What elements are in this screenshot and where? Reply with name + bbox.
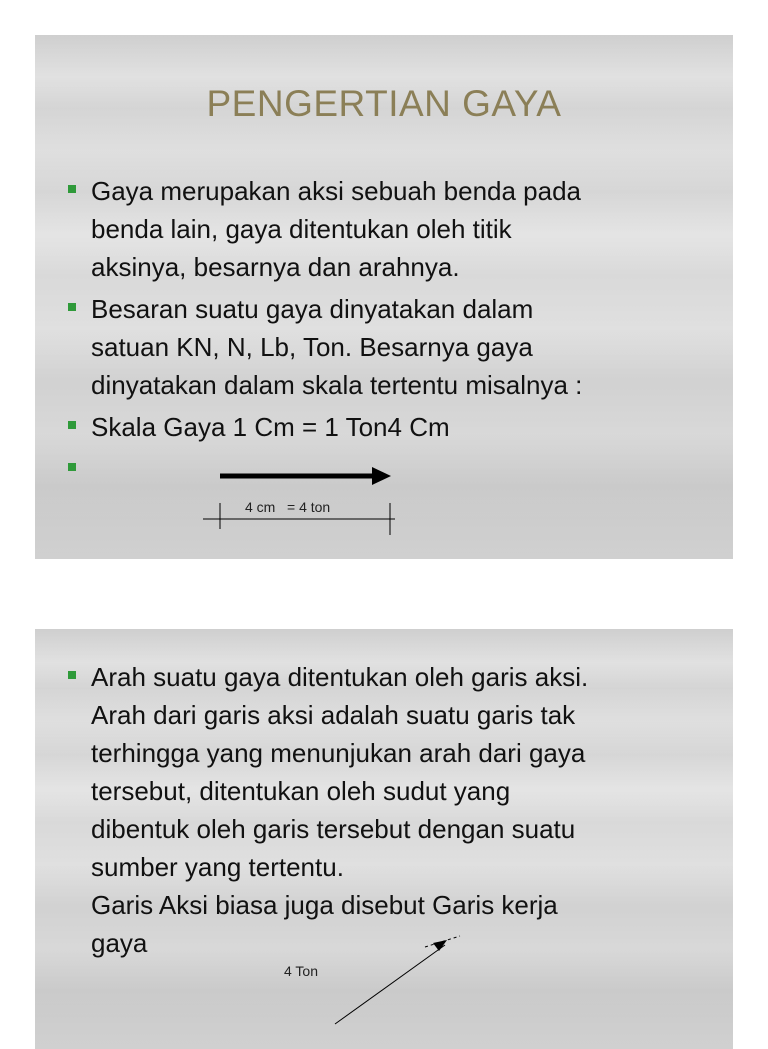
- bullet-square-icon: [68, 671, 76, 679]
- bullet-item: [65, 290, 703, 404]
- bullet-line: aksinya, besarnya dan arahnya.: [91, 252, 460, 282]
- slide-title: PENGERTIAN GAYA: [206, 83, 562, 124]
- slide-2: [35, 629, 733, 1049]
- bullet-item: [65, 450, 703, 488]
- bullet-item: [65, 658, 703, 962]
- bullet-line: Arah suatu gaya ditentukan oleh garis aksi.: [91, 662, 589, 692]
- bullet-line: gaya: [91, 928, 148, 958]
- bullet-line: dibentuk oleh garis tersebut dengan suatu: [91, 814, 576, 844]
- bullet-line: Skala Gaya 1 Cm = 1 Ton4 Cm: [91, 412, 450, 442]
- bullet-list: [65, 658, 703, 966]
- bullet-line: Garis Aksi biasa juga disebut Garis kerja: [91, 890, 558, 920]
- bullet-line: tersebut, ditentukan oleh sudut yang: [91, 776, 511, 806]
- bullet-line: [91, 450, 703, 488]
- bullet-item: [65, 408, 703, 446]
- bullet-line: satuan KN, N, Lb, Ton. Besarnya gaya: [91, 332, 533, 362]
- bullet-line: Arah dari garis aksi adalah suatu garis tak: [91, 700, 576, 730]
- bullet-square-icon: [68, 421, 76, 429]
- bullet-item: [65, 172, 703, 286]
- bullet-line: sumber yang tertentu.: [91, 852, 344, 882]
- bullet-line: terhingga yang menunjukan arah dari gaya: [91, 738, 586, 768]
- force-label: 4 Ton: [284, 963, 318, 979]
- slide-1: [35, 35, 733, 559]
- bullet-line: dinyatakan dalam skala tertentu misalnya :: [91, 370, 583, 400]
- bullet-list: [65, 172, 703, 492]
- dimension-label: 4 cm = 4 ton: [245, 499, 331, 515]
- bullet-square-icon: [68, 463, 76, 471]
- bullet-square-icon: [68, 303, 76, 311]
- bullet-line: Gaya merupakan aksi sebuah benda pada: [91, 176, 582, 206]
- bullet-line: benda lain, gaya ditentukan oleh titik: [91, 214, 512, 244]
- bullet-line: Besaran suatu gaya dinyatakan dalam: [91, 294, 534, 324]
- bullet-square-icon: [68, 185, 76, 193]
